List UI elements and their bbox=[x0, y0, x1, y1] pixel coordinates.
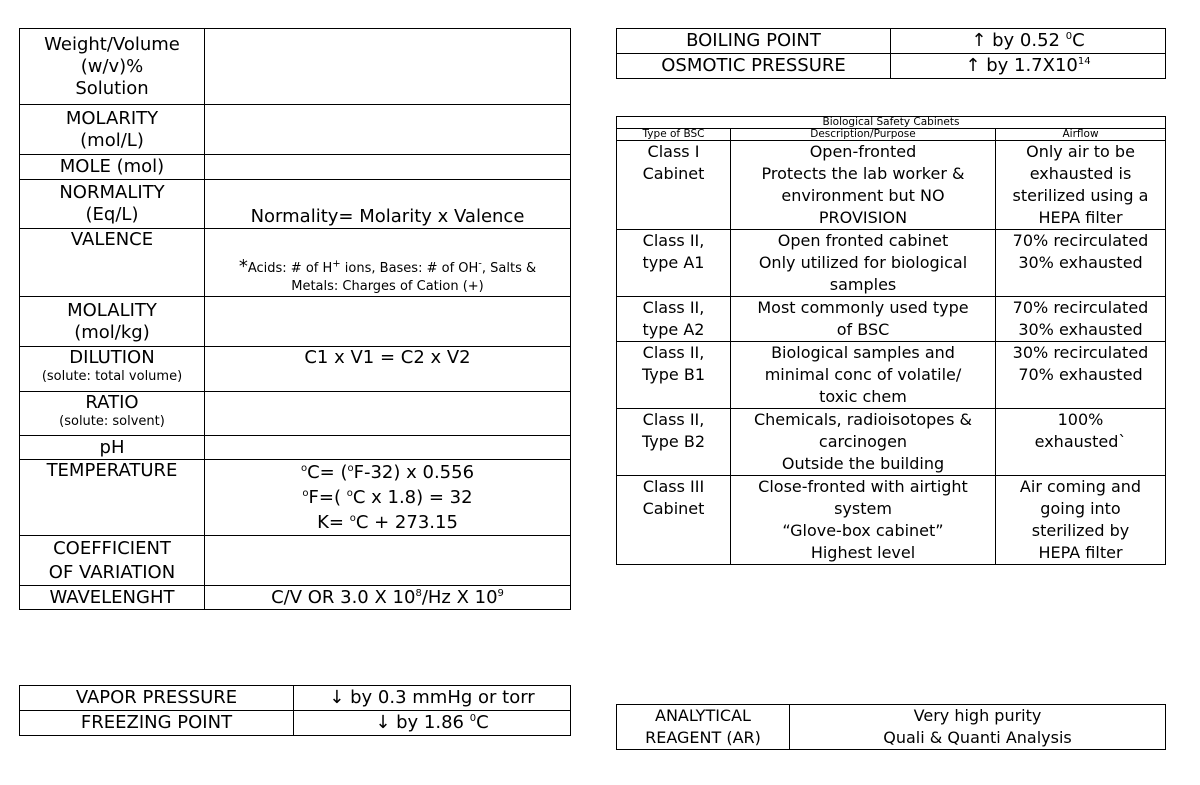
bsc-header-row bbox=[617, 129, 1166, 141]
reagent-label bbox=[617, 705, 790, 750]
degree-sign: o bbox=[302, 488, 309, 499]
bsc-desc-line: Only utilized for biological bbox=[758, 253, 968, 272]
concentration-table bbox=[19, 28, 571, 610]
bsc-desc-line: minimal conc of volatile/ bbox=[764, 365, 962, 384]
bsc-header-type: Type of BSC bbox=[617, 129, 731, 141]
plus-superscript: + bbox=[332, 258, 341, 270]
formula-text: C= ( bbox=[307, 462, 348, 483]
bsc-airflow bbox=[996, 342, 1166, 409]
colligative-top-table bbox=[616, 28, 1166, 79]
freezing-label: FREEZING POINT bbox=[20, 711, 294, 736]
bsc-table bbox=[616, 116, 1166, 565]
bsc-airflow bbox=[996, 409, 1166, 476]
reagent-label-line: REAGENT (AR) bbox=[645, 728, 761, 747]
degree-sign: o bbox=[347, 463, 354, 474]
cv-label bbox=[20, 536, 205, 586]
temperature-label: TEMPERATURE bbox=[20, 460, 205, 536]
bsc-desc-line: Chemicals, radioisotopes & bbox=[753, 410, 973, 429]
ratio-value bbox=[205, 392, 571, 436]
bsc-air-line: exhausted is bbox=[1029, 164, 1132, 183]
osmotic-value bbox=[891, 54, 1166, 79]
osmotic-text: ↑ by 1.7X10 bbox=[965, 55, 1078, 76]
normality-label-line: NORMALITY bbox=[59, 182, 165, 203]
bsc-row-class-3 bbox=[617, 476, 1166, 565]
ratio-title: RATIO bbox=[85, 392, 139, 413]
molarity-value bbox=[205, 105, 571, 155]
ph-label: pH bbox=[20, 436, 205, 460]
bsc-desc-line: system bbox=[834, 499, 892, 518]
bsc-air-line: 30% exhausted bbox=[1018, 253, 1143, 272]
bsc-air-line: 70% recirculated bbox=[1012, 231, 1149, 250]
bsc-row-class-2-a1 bbox=[617, 230, 1166, 297]
ratio-label bbox=[20, 392, 205, 436]
valence-note bbox=[205, 229, 571, 297]
freezing-text: ↓ by 1.86 bbox=[375, 712, 470, 733]
bsc-air-line: 70% exhausted bbox=[1018, 365, 1143, 384]
molality-label-line: MOLALITY bbox=[67, 299, 157, 321]
reagent-label-line: ANALYTICAL bbox=[655, 706, 751, 725]
formula-text: K= bbox=[317, 512, 350, 533]
bsc-description bbox=[731, 141, 996, 230]
fahrenheit-formula bbox=[208, 485, 567, 510]
degree-sign: 0 bbox=[1065, 31, 1073, 42]
wv-value bbox=[205, 29, 571, 105]
row-molarity bbox=[20, 105, 571, 155]
bsc-desc-line: of BSC bbox=[836, 320, 890, 339]
bsc-row-class-1 bbox=[617, 141, 1166, 230]
wv-label bbox=[20, 29, 205, 105]
bsc-row-class-2-b1 bbox=[617, 342, 1166, 409]
bsc-header-airflow: Airflow bbox=[996, 129, 1166, 141]
freezing-unit: C bbox=[476, 712, 489, 733]
bsc-air-line: 70% recirculated bbox=[1012, 298, 1149, 317]
bsc-air-line: 30% recirculated bbox=[1012, 343, 1149, 362]
bsc-type bbox=[617, 230, 731, 297]
bsc-type bbox=[617, 297, 731, 342]
bsc-desc-line: Highest level bbox=[810, 543, 916, 562]
row-temperature bbox=[20, 460, 571, 536]
bsc-type-line: Class II, bbox=[642, 343, 705, 362]
bsc-desc-line: Open-fronted bbox=[809, 142, 917, 161]
vapor-value: ↓ by 0.3 mmHg or torr bbox=[294, 686, 571, 711]
bsc-type-line: type A2 bbox=[642, 320, 705, 339]
formula-text: C + 273.15 bbox=[355, 512, 458, 533]
degree-sign: o bbox=[346, 488, 353, 499]
wavelength-label: WAVELENGHT bbox=[20, 586, 205, 610]
bsc-type-line: Class III bbox=[642, 477, 705, 496]
bsc-type-line: Type B1 bbox=[642, 365, 705, 384]
molarity-label-line: MOLARITY bbox=[65, 107, 159, 129]
valence-note-line1 bbox=[208, 258, 567, 278]
row-dilution bbox=[20, 347, 571, 392]
ph-value bbox=[205, 436, 571, 460]
row-molality bbox=[20, 297, 571, 347]
degree-sign: 0 bbox=[469, 713, 477, 724]
bsc-type-line: Cabinet bbox=[642, 164, 705, 183]
mole-label: MOLE (mol) bbox=[20, 155, 205, 180]
exponent: 9 bbox=[497, 587, 504, 599]
bsc-air-line: HEPA filter bbox=[1038, 208, 1123, 227]
bsc-description bbox=[731, 297, 996, 342]
wavelength-text: C/V OR 3.0 X 10 bbox=[271, 586, 416, 608]
bsc-desc-line: samples bbox=[829, 275, 897, 294]
bsc-type bbox=[617, 476, 731, 565]
bsc-desc-line: Most commonly used type bbox=[757, 298, 969, 317]
molality-value bbox=[205, 297, 571, 347]
row-valence bbox=[20, 229, 571, 297]
bsc-type-line: type A1 bbox=[642, 253, 705, 272]
bsc-description bbox=[731, 409, 996, 476]
bsc-description bbox=[731, 230, 996, 297]
molarity-label bbox=[20, 105, 205, 155]
celsius-formula bbox=[208, 460, 567, 485]
bsc-type-line: Class I bbox=[647, 142, 700, 161]
formula-text: F-32) x 0.556 bbox=[353, 462, 475, 483]
kelvin-formula bbox=[208, 510, 567, 535]
bsc-airflow bbox=[996, 476, 1166, 565]
row-osmotic-pressure bbox=[617, 54, 1166, 79]
bsc-type-line: Class II, bbox=[642, 231, 705, 250]
wavelength-text: /Hz X 10 bbox=[421, 586, 498, 608]
normality-label-line: (Eq/L) bbox=[85, 204, 139, 225]
bsc-row-class-2-b2 bbox=[617, 409, 1166, 476]
dilution-title: DILUTION bbox=[69, 347, 155, 368]
reagent-value-line: Very high purity bbox=[913, 706, 1042, 725]
normality-value: Normality= Molarity x Valence bbox=[205, 180, 571, 229]
colligative-bottom-table bbox=[19, 685, 571, 736]
formula-text: C x 1.8) = 32 bbox=[352, 487, 473, 508]
bsc-type-line: Type B2 bbox=[642, 432, 705, 451]
dilution-value: C1 x V1 = C2 x V2 bbox=[205, 347, 571, 392]
row-wavelength bbox=[20, 586, 571, 610]
bsc-row-class-2-a2 bbox=[617, 297, 1166, 342]
bsc-air-line: Air coming and bbox=[1019, 477, 1142, 496]
bsc-air-line: exhausted` bbox=[1034, 432, 1127, 451]
bsc-airflow bbox=[996, 141, 1166, 230]
dilution-subtitle: (solute: total volume) bbox=[41, 369, 183, 384]
minus-superscript: - bbox=[478, 258, 482, 270]
bsc-desc-line: Outside the building bbox=[781, 454, 945, 473]
bsc-title-row bbox=[617, 117, 1166, 129]
reagent-value-line: Quali & Quanti Analysis bbox=[883, 728, 1072, 747]
row-mole bbox=[20, 155, 571, 180]
normality-label bbox=[20, 180, 205, 229]
valence-note-line2: Metals: Charges of Cation (+) bbox=[291, 279, 484, 294]
bsc-type-line: Cabinet bbox=[642, 499, 705, 518]
bsc-type-line: Class II, bbox=[642, 298, 705, 317]
vapor-label: VAPOR PRESSURE bbox=[20, 686, 294, 711]
ratio-subtitle: (solute: solvent) bbox=[59, 414, 165, 429]
bsc-air-line: 100% bbox=[1057, 410, 1104, 429]
bsc-desc-line: environment but NO bbox=[781, 186, 945, 205]
wv-label-line: (w/v)% bbox=[80, 55, 144, 77]
bsc-desc-line: Open fronted cabinet bbox=[777, 231, 949, 250]
bsc-type bbox=[617, 409, 731, 476]
bsc-air-line: sterilized by bbox=[1031, 521, 1130, 540]
cv-label-line: COEFFICIENT bbox=[53, 537, 171, 559]
bsc-air-line: sterilized using a bbox=[1012, 186, 1149, 205]
cv-value bbox=[205, 536, 571, 586]
degree-sign: o bbox=[349, 513, 356, 524]
bsc-desc-line: Close-fronted with airtight bbox=[758, 477, 968, 496]
note-text: ions, Bases: # of OH bbox=[340, 261, 479, 276]
row-ph bbox=[20, 436, 571, 460]
reagent-table bbox=[616, 704, 1166, 750]
note-text: , Salts & bbox=[481, 261, 537, 276]
wavelength-value bbox=[205, 586, 571, 610]
bsc-desc-line: carcinogen bbox=[818, 432, 908, 451]
molarity-label-line: (mol/L) bbox=[80, 129, 144, 151]
dilution-label bbox=[20, 347, 205, 392]
row-weight-volume bbox=[20, 29, 571, 105]
bsc-header-description: Description/Purpose bbox=[731, 129, 996, 141]
degree-sign: o bbox=[300, 463, 308, 474]
asterisk: * bbox=[238, 256, 248, 277]
molality-label bbox=[20, 297, 205, 347]
bsc-air-line: Only air to be bbox=[1026, 142, 1135, 161]
bsc-airflow bbox=[996, 297, 1166, 342]
bsc-air-line: HEPA filter bbox=[1038, 543, 1123, 562]
row-coefficient-of-variation bbox=[20, 536, 571, 586]
row-normality bbox=[20, 180, 571, 229]
row-vapor-pressure bbox=[20, 686, 571, 711]
boiling-text: ↑ by 0.52 bbox=[971, 30, 1066, 51]
molality-label-line: (mol/kg) bbox=[74, 321, 150, 343]
bsc-air-line: going into bbox=[1040, 499, 1121, 518]
row-analytical-reagent bbox=[617, 705, 1166, 750]
bsc-type bbox=[617, 141, 731, 230]
bsc-airflow bbox=[996, 230, 1166, 297]
osmotic-label: OSMOTIC PRESSURE bbox=[617, 54, 891, 79]
wv-label-line: Solution bbox=[75, 77, 149, 99]
exponent: 14 bbox=[1077, 56, 1091, 67]
reagent-value bbox=[790, 705, 1166, 750]
mole-value bbox=[205, 155, 571, 180]
bsc-type bbox=[617, 342, 731, 409]
row-boiling-point bbox=[617, 29, 1166, 54]
bsc-desc-line: Biological samples and bbox=[771, 343, 955, 362]
bsc-air-line: 30% exhausted bbox=[1018, 320, 1143, 339]
bsc-desc-line: Protects the lab worker & bbox=[761, 164, 965, 183]
bsc-title: Biological Safety Cabinets bbox=[617, 117, 1166, 129]
freezing-value bbox=[294, 711, 571, 736]
row-ratio bbox=[20, 392, 571, 436]
exponent: 8 bbox=[415, 587, 422, 599]
cv-label-line: OF VARIATION bbox=[48, 561, 176, 583]
bsc-desc-line: toxic chem bbox=[819, 387, 907, 406]
note-text: Acids: # of H bbox=[247, 261, 333, 276]
formula-text: F=( bbox=[308, 487, 347, 508]
bsc-desc-line: PROVISION bbox=[818, 208, 908, 227]
valence-label: VALENCE bbox=[20, 229, 205, 297]
bsc-type-line: Class II, bbox=[642, 410, 705, 429]
bsc-desc-line: “Glove-box cabinet” bbox=[782, 521, 944, 540]
row-freezing-point bbox=[20, 711, 571, 736]
bsc-description bbox=[731, 342, 996, 409]
bsc-description bbox=[731, 476, 996, 565]
temperature-formulas bbox=[205, 460, 571, 536]
wv-label-line: Weight/Volume bbox=[44, 33, 180, 55]
boiling-unit: C bbox=[1072, 30, 1085, 51]
boiling-value bbox=[891, 29, 1166, 54]
boiling-label: BOILING POINT bbox=[617, 29, 891, 54]
